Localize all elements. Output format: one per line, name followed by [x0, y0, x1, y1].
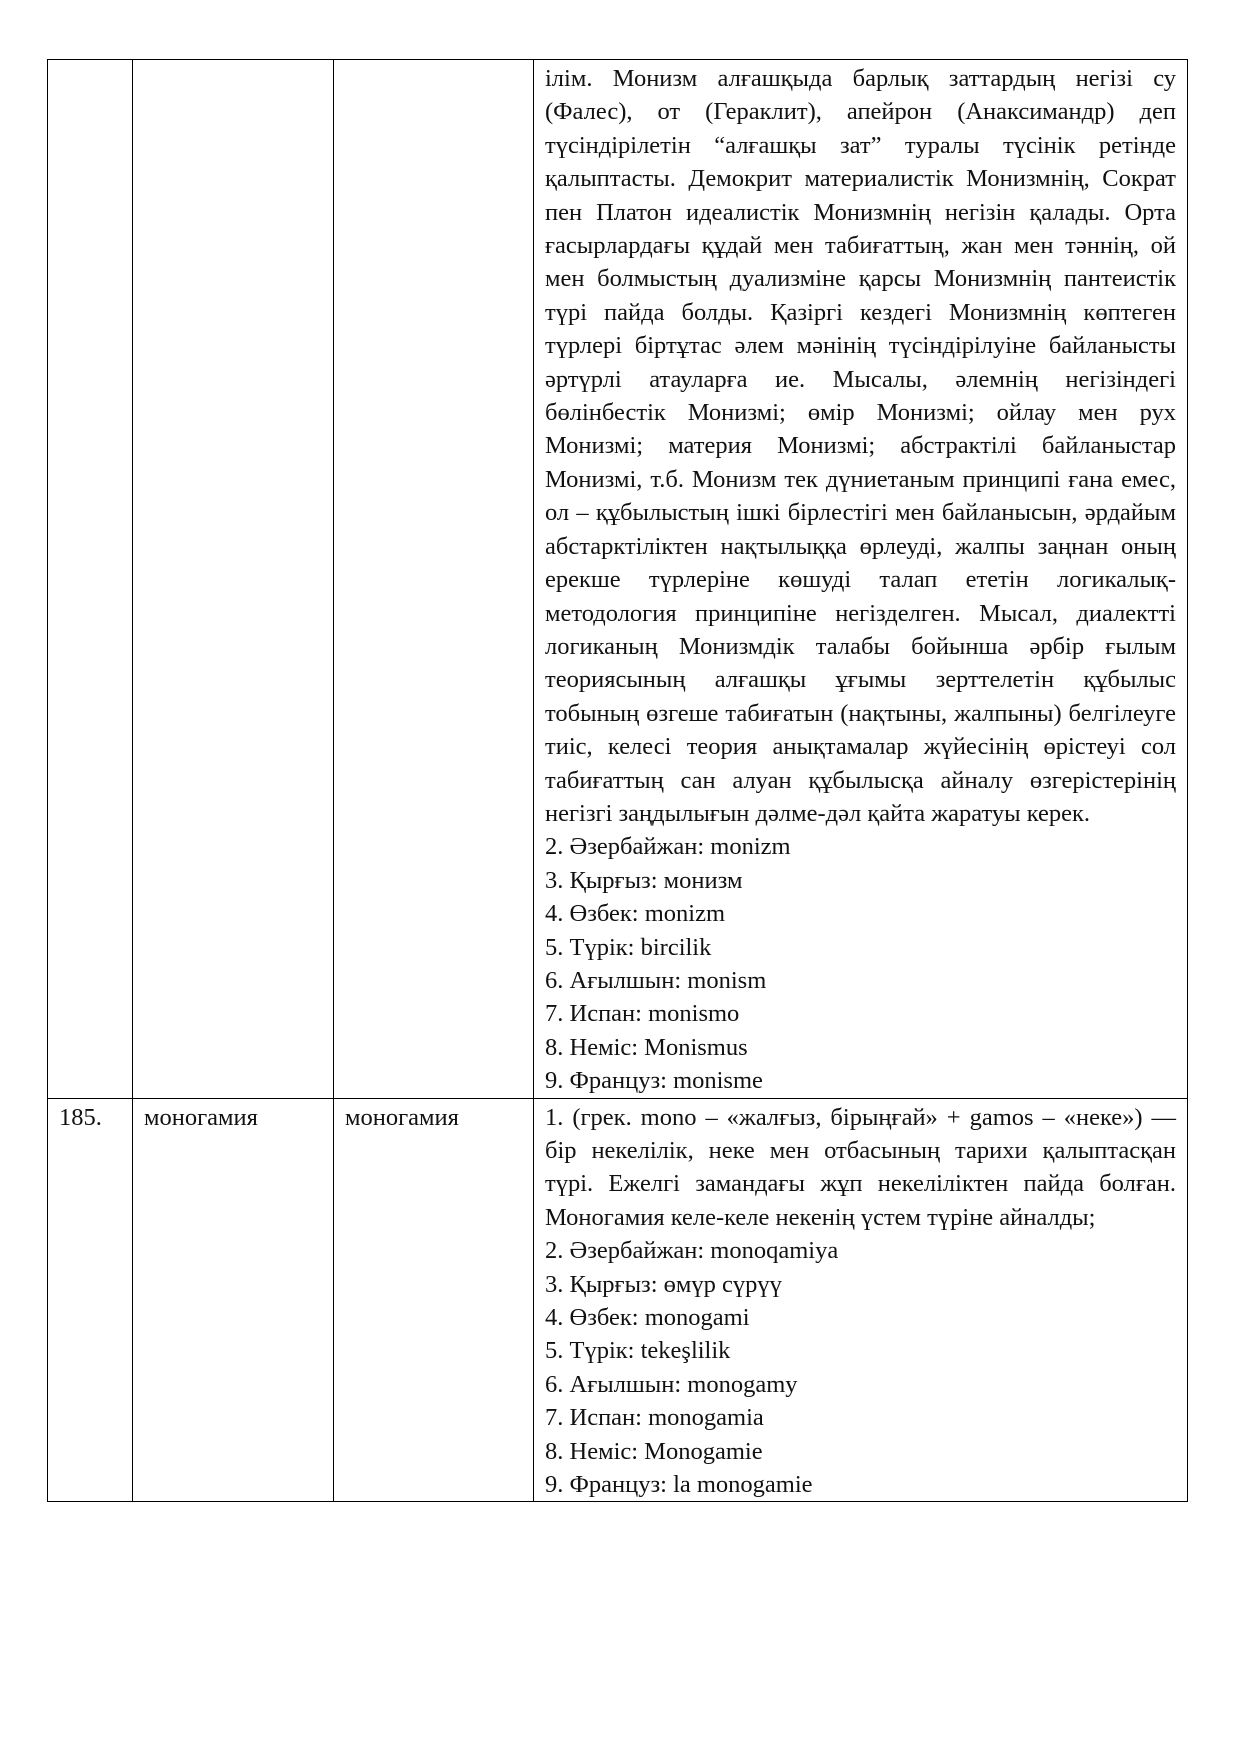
translation-azerbaijani: 2. Әзербайжан: monoqamiya [545, 1237, 839, 1265]
dictionary-table [47, 59, 1188, 1502]
definition-text: ілім. Монизм алғашқыда барлық заттардың негізі су (Фалес), от (Гераклит), апейрон (Анаксимандр) деп түсіндірілетін “алғашқы зат” туралы түсінік ретінде қалыптасты. Демокрит материалистік Монизмнің, Сократ пен Платон идеалистік Монизмнің негізін қалады. Орта ғасырлардағы құдай мен табиғаттың, жан мен тәннің, ой мен болмыстың дуализміне қарсы Монизмнің пантеистік түрі пайда болды. Қазіргі кездегі Монизмнің көптеген түрлері біртұтас әлем мәнінің түсіндірілуіне байланысты әртүрлі атауларға ие. Мысалы, әлемнің негізіндегі бөлінбестік Монизмі; өмір Монизмі; ойлау мен рух Монизмі; материя Монизмі; абстрактілі байланыстар Монизмі, т.б. Монизм тек дүниетаным принципі ғана емес, ол – құбылыстың ішкі бірлестігі мен байланысын, әрдайым абстарктіліктен нақтылыққа өрлеуді, жалпы заңнан оның ерекше түрлеріне көшуді талап ететін логикалық-методология принципіне негізделген. Мысал, диалектті логиканың Монизмдік талабы бойынша әрбір ғылым теориясының алғашқы ұғымы зерттелетін құбылыс тобының өзгеше табиғатын (нақтыны, жалпыны) белгілеуге тиіс, келесі теория анықтамалар жүйесінің өрістеуі сол табиғаттың сан алуан құбылысқа айналу өзгерістерінің негізгі заңдылығын дәлме-дәл қайта жаратуы керек. [545, 65, 1176, 827]
definition-text: 1. (грек. mono – «жалғыз, бірыңғай» + gamos – «неке») — бір некелілік, неке мен отбасының тарихи қалыптасқан түрі. Ежелгі замандағы жұп некеліліктен пайда болған. Моногамия келе-келе некенің үстем түріне айналды; [545, 1103, 1176, 1231]
translation-german: 8. Неміс: Monismus [545, 1033, 748, 1061]
term-russian: моногамия [334, 1098, 534, 1502]
translation-kyrgyz: 3. Қырғыз: өмүр сүрүү [545, 1270, 782, 1298]
translation-spanish: 7. Испан: monismo [545, 1000, 740, 1028]
translation-uzbek: 4. Өзбек: monogami [545, 1304, 750, 1332]
translation-german: 8. Неміс: Monogamie [545, 1437, 763, 1465]
translation-english: 6. Ағылшын: monogamy [545, 1370, 798, 1398]
term-russian [334, 60, 534, 1099]
translation-english: 6. Ағылшын: monism [545, 966, 767, 994]
translation-uzbek: 4. Өзбек: monizm [545, 900, 726, 928]
translation-turkish: 5. Түрік: tekeşlilik [545, 1337, 731, 1365]
translation-azerbaijani: 2. Әзербайжан: monizm [545, 833, 791, 861]
translation-french: 9. Француз: monisme [545, 1067, 763, 1095]
translation-turkish: 5. Түрік: bircilik [545, 933, 712, 961]
translation-spanish: 7. Испан: monogamia [545, 1404, 764, 1432]
entry-number: 185. [48, 1098, 133, 1502]
translation-french: 9. Француз: la monogamie [545, 1471, 813, 1499]
translation-kyrgyz: 3. Қырғыз: монизм [545, 866, 743, 894]
definition-cell [534, 60, 1188, 1099]
term-kazakh: моногамия [133, 1098, 334, 1502]
entry-number [48, 60, 133, 1099]
definition-cell [534, 1098, 1188, 1502]
term-kazakh [133, 60, 334, 1099]
table-row [48, 1098, 1188, 1502]
table-row [48, 60, 1188, 1099]
